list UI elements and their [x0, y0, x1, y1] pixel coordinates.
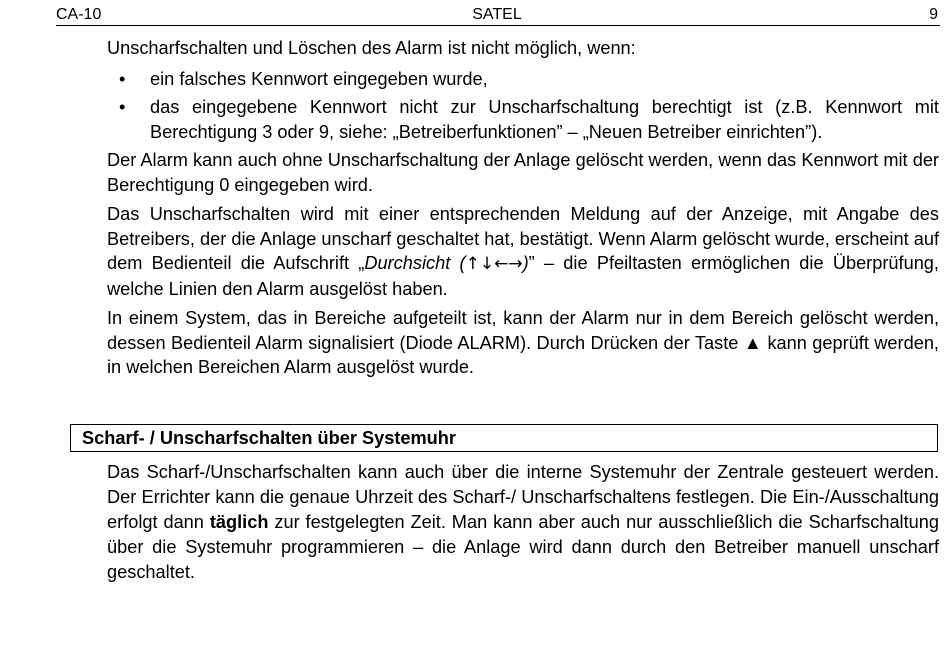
paragraph-text: Das Scharf-/Unscharfschalten kann auch über die interne Systemuhr der Zentrale gesteuert werden. Der Errichter kann die genaue Uhrzeit des Scharf-/ Unscharfschaltens festlegen. Die Ein-/Ausschaltung erfolgt dann	[107, 462, 939, 532]
section-content	[107, 460, 939, 585]
list-item	[107, 95, 939, 144]
header-divider	[56, 25, 940, 26]
page-header	[56, 5, 938, 25]
paragraph-text-end: ” – die Pfeiltasten ermöglichen die Überprüfung, welche Linien den Alarm ausgelöst haben.	[107, 253, 939, 299]
intro-paragraph: Unscharfschalten und Löschen des Alarm ist nicht möglich, wenn:	[107, 38, 636, 58]
paragraph-partition	[107, 306, 939, 380]
condition-list	[107, 67, 939, 145]
main-content	[107, 36, 939, 385]
paragraph-text-end: zur festgelegten Zeit. Man kann aber auch nur ausschließlich die Scharfschaltung über die Systemuhr programmieren – die Anlage wird dann durch den Betreiber manuell unscharf geschaltet.	[107, 512, 939, 582]
bold-text: täglich	[209, 512, 269, 532]
italic-text: Durchsicht (	[364, 253, 466, 273]
list-item	[107, 67, 939, 92]
list-item-text: das eingegebene Kennwort nicht zur Unscharfschaltung berechtigt ist (z.B. Kennwort mit Berechtigung 3 oder 9, siehe: „Betreiberfunktionen” – „Neuen Betreiber einrichten”).	[150, 97, 939, 142]
italic-text-end: )	[522, 253, 529, 273]
page-number: 9	[929, 6, 938, 23]
section-heading: Scharf- / Unscharfschalten über Systemuhr	[70, 424, 938, 452]
header-model: CA-10	[56, 6, 102, 23]
paragraph-system-clock	[107, 460, 939, 585]
paragraph-disarm-message	[107, 202, 939, 301]
header-brand: SATEL	[472, 6, 522, 23]
bullet-icon: •	[119, 97, 126, 117]
paragraph-text: Das Unscharfschalten wird mit einer entsprechenden Meldung auf der Anzeige, mit Angabe des Betreibers, der die Anlage unscharf geschaltet hat, bestätigt. Wenn Alarm gelöscht wurde, erscheint auf dem Bedienteil die Aufschrift „	[107, 204, 939, 273]
paragraph-text-end: kann geprüft werden, in welchen Bereichen Alarm ausgelöst wurde.	[107, 332, 939, 377]
list-item-text: ein falsches Kennwort eingegeben wurde,	[150, 68, 488, 89]
triangle-up-icon: ▲	[743, 332, 763, 353]
paragraph-text: In einem System, das in Bereiche aufgeteilt ist, kann der Alarm nur in dem Bereich gelöscht werden, dessen Bedienteil Alarm signalisiert (Diode ALARM). Durch Drücken der Taste	[107, 308, 939, 353]
arrow-keys-icon: ↑↓←→	[465, 254, 523, 274]
display-text-italic	[364, 253, 528, 273]
bullet-icon: •	[119, 68, 126, 89]
paragraph-alarm-clear: Der Alarm kann auch ohne Unscharfschaltung der Anlage gelöscht werden, wenn das Kennwort mit der Berechtigung 0 eingegeben wird.	[107, 150, 939, 195]
